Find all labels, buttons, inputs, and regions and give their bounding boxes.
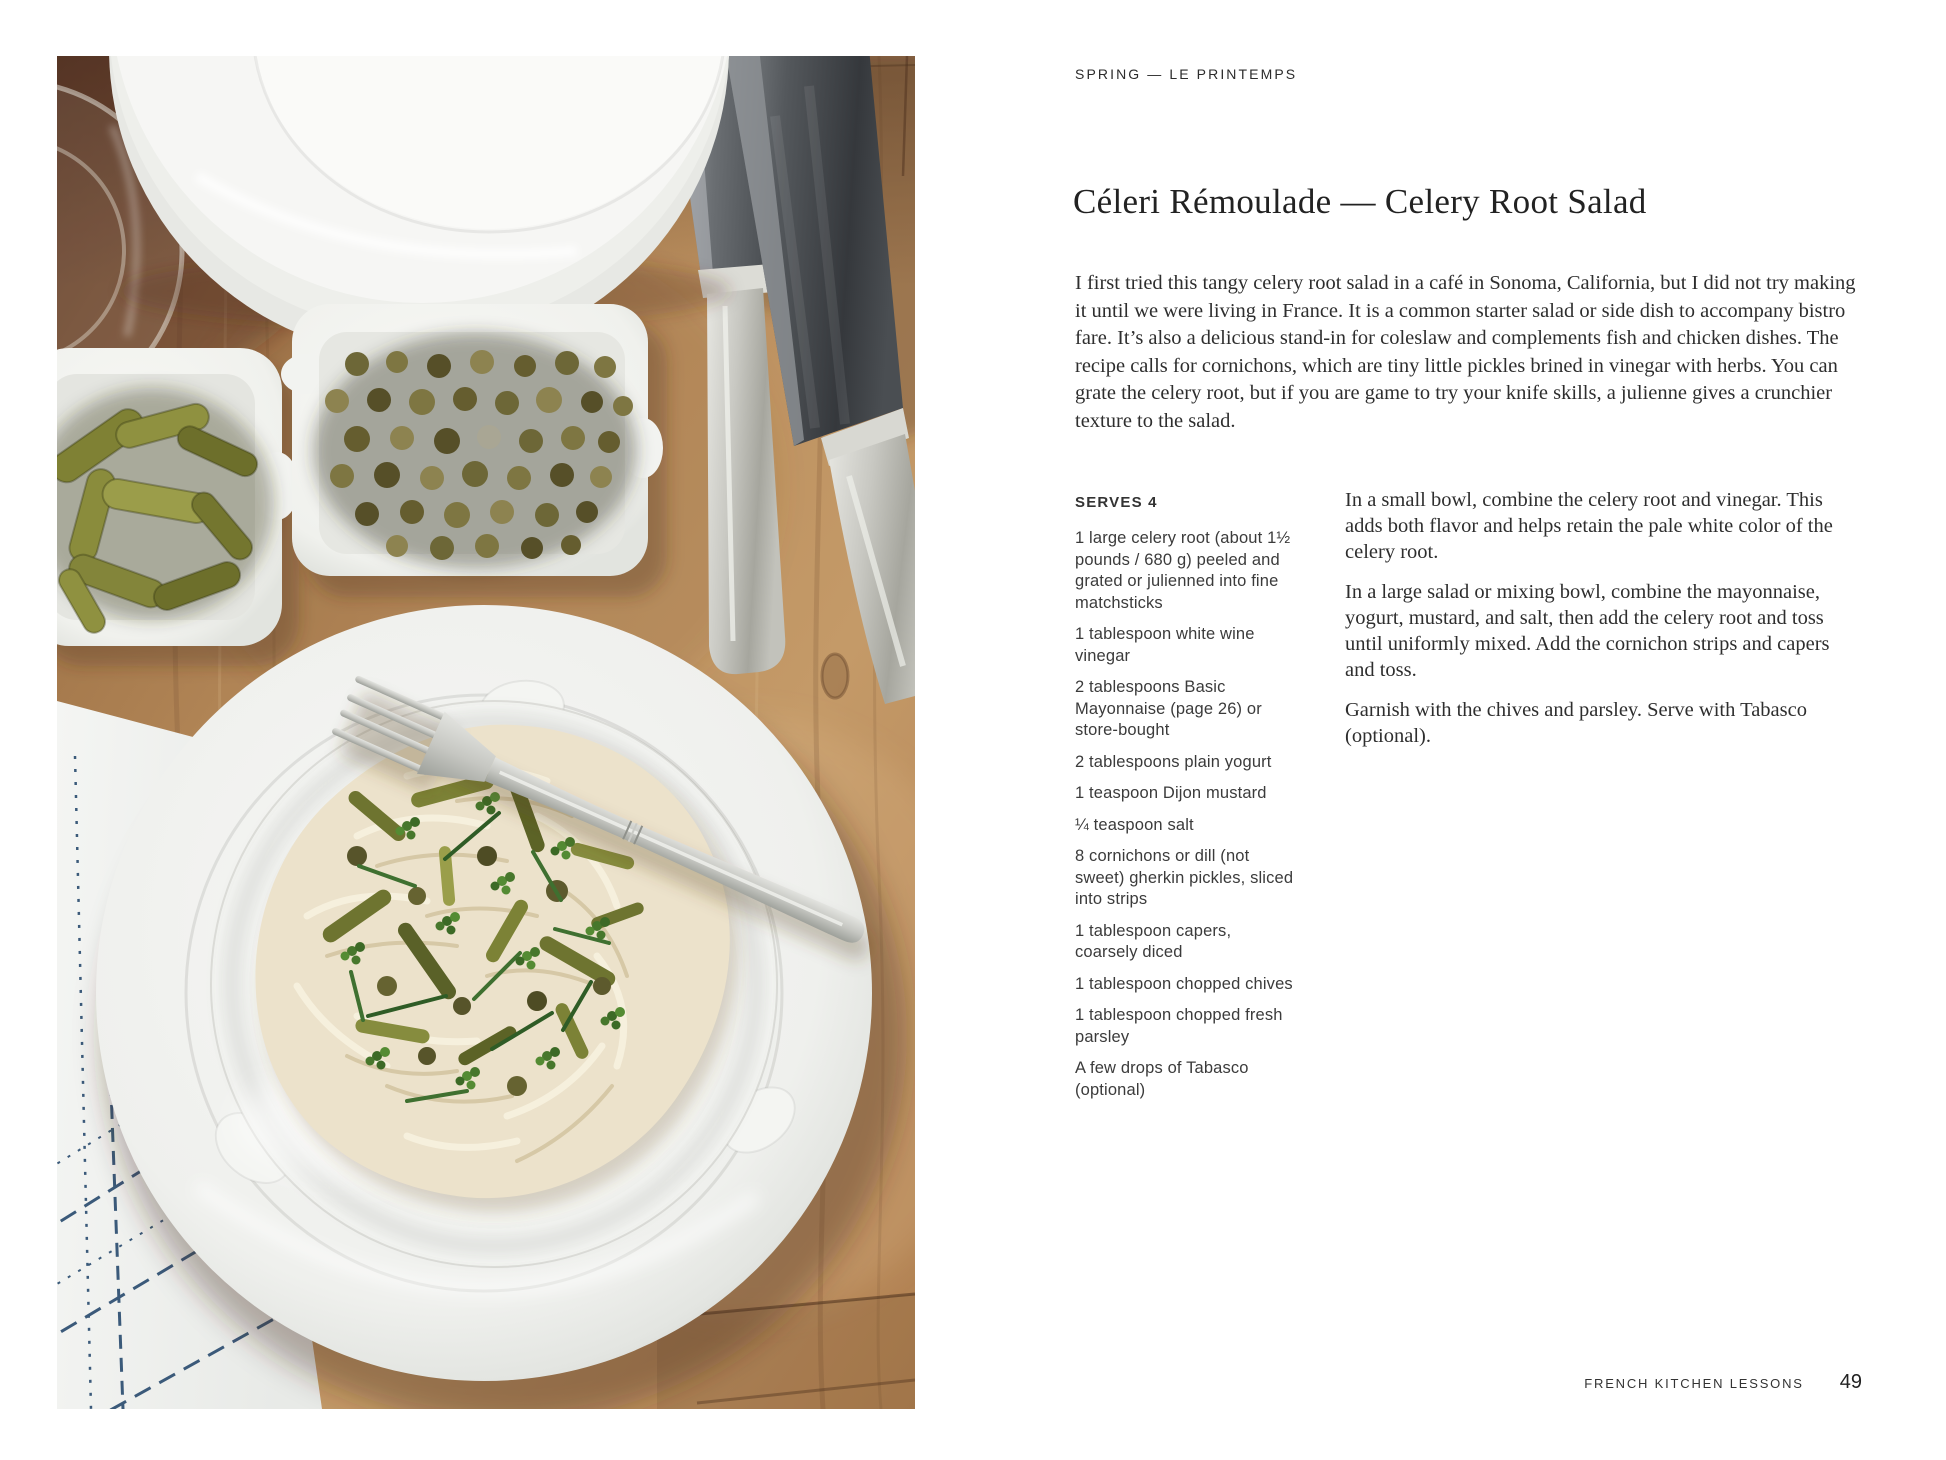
- recipe-title: Céleri Rémoulade — Celery Root Salad: [1073, 182, 1647, 221]
- ingredient-item: 8 cornichons or dill (not sweet) gherkin pickles, sliced into strips: [1075, 847, 1294, 908]
- instructions: [1345, 487, 1861, 763]
- ingredient-item: A few drops of Tabasco (optional): [1075, 1059, 1249, 1099]
- ingredient-item: 1 tablespoon chopped chives: [1075, 974, 1293, 993]
- instruction-step: In a small bowl, combine the celery root and vinegar. This adds both flavor and helps retain the pale white color of the celery root.: [1345, 489, 1833, 563]
- recipe-photo: [57, 56, 915, 1409]
- page-number: 49: [1839, 1371, 1862, 1393]
- ingredient-item: 1 tablespoon chopped fresh parsley: [1075, 1006, 1283, 1046]
- cornichon-dish: [57, 348, 299, 666]
- ingredient-item: ¼ teaspoon salt: [1075, 815, 1194, 834]
- ingredient-item: 1 tablespoon capers, coarsely diced: [1075, 921, 1232, 961]
- serves-label: SERVES 4: [1075, 494, 1158, 511]
- ingredient-list: [1075, 528, 1297, 1111]
- salad-photo-illustration: [57, 56, 915, 1409]
- wood-knot: [822, 654, 848, 698]
- caper-dish: [281, 304, 667, 597]
- ingredient-item: 1 large celery root (about 1½ pounds / 680 g) peeled and grated or julienned into fine matchsticks: [1075, 529, 1291, 612]
- instruction-step: In a large salad or mixing bowl, combine the mayonnaise, yogurt, mustard, and salt, then add the celery root and toss until uniformly mixed. Add the cornichon strips and capers and toss.: [1345, 581, 1830, 681]
- ingredient-item: 2 tablespoons Basic Mayonnaise (page 26) or store-bought: [1075, 678, 1262, 739]
- ingredient-item: 2 tablespoons plain yogurt: [1075, 752, 1272, 771]
- instruction-step: Garnish with the chives and parsley. Serve with Tabasco (optional).: [1345, 699, 1807, 747]
- ingredient-item: 1 tablespoon white wine vinegar: [1075, 625, 1255, 665]
- section-label: SPRING — LE PRINTEMPS: [1075, 66, 1298, 82]
- page-footer: [1520, 1371, 1862, 1394]
- ingredient-item: 1 teaspoon Dijon mustard: [1075, 784, 1267, 802]
- book-title: FRENCH KITCHEN LESSONS: [1584, 1376, 1804, 1391]
- recipe-intro: I first tried this tangy celery root salad in a café in Sonoma, California, but I did not try making it until we were living in France. It is a common starter salad or side dish to accompany bistro fare. It’s also a delicious stand-in for coleslaw and complements fish and chicken dishes. The recipe calls for cornichons, which are tiny little pickles brined in vinegar with herbs. You can grate the celery root, but if you are game to try your knife skills, a julienne gives a crunchier texture to the salad.: [1075, 272, 1856, 432]
